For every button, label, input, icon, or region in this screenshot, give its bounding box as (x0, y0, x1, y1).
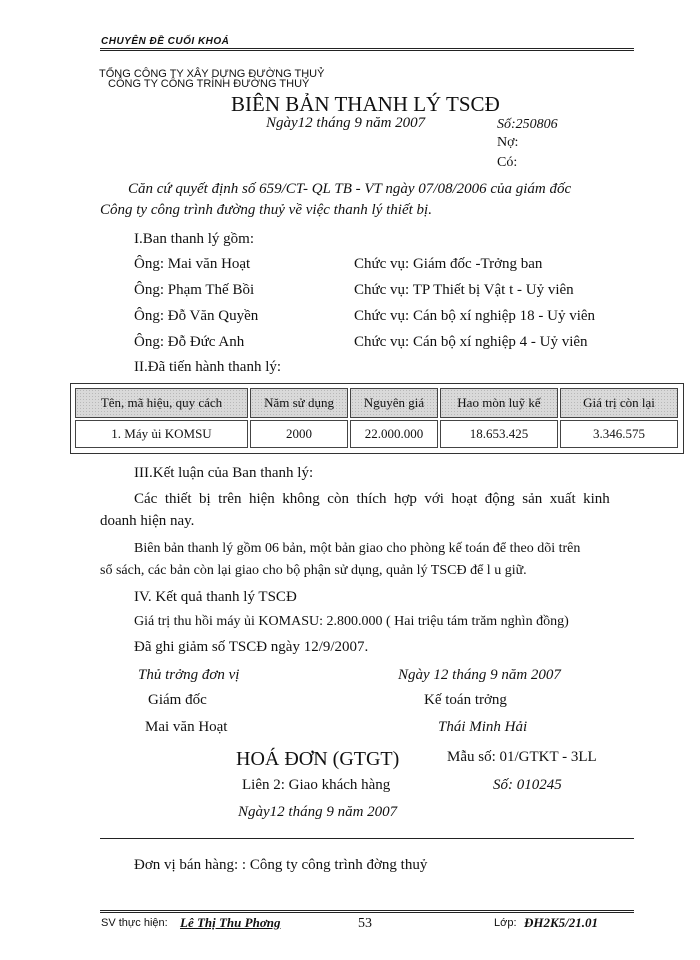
document-date: Ngày12 tháng 9 năm 2007 (266, 115, 426, 131)
section-1-heading: I.Ban thanh lý gồm: (134, 231, 254, 247)
footer-rule (100, 910, 634, 913)
invoice-copy: Liên 2: Giao khách hàng (242, 777, 391, 793)
sign-right-name: Thái Minh Hải (438, 719, 528, 735)
table-cell: 22.000.000 (350, 420, 438, 448)
member-name: Ông: Đỗ Đức Anh (134, 334, 245, 350)
asset-table (70, 383, 684, 454)
result-line-2: Đã ghi giảm số TSCĐ ngày 12/9/2007. (134, 639, 369, 655)
member-role: Chức vụ: Cán bộ xí nghiệp 4 - Uỷ viên (354, 334, 588, 350)
conclusion-p2-line2: sổ sách, các bản còn lại giao cho bộ phận sử dụng, quản lý TSCĐ để l u giữ. (100, 563, 527, 578)
invoice-number: Số: 010245 (493, 777, 562, 793)
running-header: CHUYÊN ĐỀ CUỐI KHOÁ (101, 36, 230, 47)
footer-student-name: Lê Thị Thu Phơng (180, 915, 281, 930)
table-cell: 2000 (250, 420, 348, 448)
debit-label: Nợ: (497, 135, 519, 150)
invoice-rule (100, 838, 634, 839)
member-role: Chức vụ: Cán bộ xí nghiệp 18 - Uỷ viên (354, 308, 596, 324)
footer-student-label: SV thực hiện: (101, 917, 168, 929)
section-3-heading: III.Kết luận của Ban thanh lý: (134, 465, 314, 481)
sign-right-role: Kế toán trởng (424, 692, 507, 708)
sign-right-date: Ngày 12 tháng 9 năm 2007 (398, 667, 561, 683)
sign-left-title: Thủ trởng đơn vị (138, 667, 240, 683)
credit-label: Có: (497, 155, 518, 170)
conclusion-p1-line2: doanh hiện nay. (100, 513, 195, 529)
intro-line-1: Căn cứ quyết định số 659/CT- QL TB - VT ngày 07/08/2006 của giám đốc (128, 181, 572, 197)
table-cell: 1. Máy ủi KOMSU (75, 420, 248, 448)
header-rule (100, 48, 634, 51)
invoice-date: Ngày12 tháng 9 năm 2007 (238, 804, 398, 820)
table-header-cell: Hao mòn luỹ kế (440, 388, 558, 418)
invoice-form-number: Mẫu số: 01/GTKT - 3LL (447, 749, 597, 765)
section-4-heading: IV. Kết quả thanh lý TSCĐ (134, 589, 297, 605)
table-header-cell: Giá trị còn lại (560, 388, 678, 418)
org-line-2: CÔNG TY CÔNG TRÌNH ĐƯỜNG THUỶ (108, 78, 310, 90)
document-number: Số:250806 (497, 117, 558, 132)
table-header-cell: Nguyên giá (350, 388, 438, 418)
conclusion-p2-line1: Biên bản thanh lý gồm 06 bản, một bản giao cho phòng kế toán để theo dõi trên (134, 541, 581, 556)
table-cell: 3.346.575 (560, 420, 678, 448)
invoice-title: HOÁ ĐƠN (GTGT) (236, 748, 400, 770)
table-header-cell: Năm sử dụng (250, 388, 348, 418)
table-cell: 18.653.425 (440, 420, 558, 448)
member-name: Ông: Đỗ Văn Quyền (134, 308, 259, 324)
seller-line: Đơn vị bán hàng: : Công ty công trình đờng thuỷ (134, 857, 428, 873)
member-name: Ông: Phạm Thế Bồi (134, 282, 255, 298)
section-2-heading: II.Đã tiến hành thanh lý: (134, 359, 282, 375)
conclusion-p1-line1: Các thiết bị trên hiện không còn thích hợp với hoạt động sản xuất kinh (134, 491, 610, 507)
footer-class-value: ĐH2K5/21.01 (524, 915, 599, 930)
intro-line-2: Công ty công trình đường thuỷ về việc thanh lý thiết bị. (100, 202, 432, 218)
footer-page-number: 53 (358, 916, 372, 931)
sign-left-role: Giám đốc (148, 692, 207, 708)
result-line-1: Giá trị thu hồi máy ủi KOMASU: 2.800.000 ( Hai triệu tám trăm nghìn đồng) (134, 614, 569, 629)
member-role: Chức vụ: TP Thiết bị Vật t - Uỷ viên (354, 282, 574, 298)
document-title: BIÊN BẢN THANH LÝ TSCĐ (231, 92, 500, 116)
org-line-1: TỔNG CÔNG TY XÂY DỰNG ĐƯỜNG THUỶ (99, 68, 325, 80)
sign-left-name: Mai văn Hoạt (145, 719, 228, 735)
table-header-cell: Tên, mã hiệu, quy cách (75, 388, 248, 418)
member-role: Chức vụ: Giám đốc -Trởng ban (354, 256, 543, 272)
footer-class-label: Lớp: (494, 917, 517, 929)
member-name: Ông: Mai văn Hoạt (134, 256, 251, 272)
